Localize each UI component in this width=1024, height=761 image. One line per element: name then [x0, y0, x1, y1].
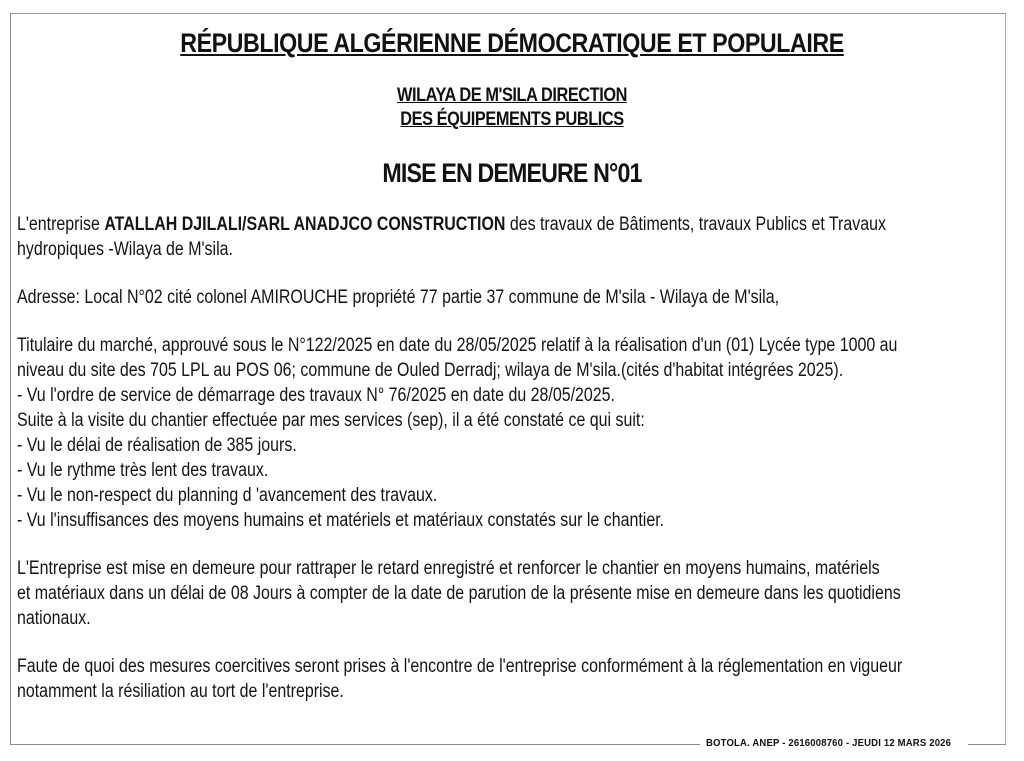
contract-line: - Vu le non-respect du planning d 'avancement des travaux.	[17, 485, 438, 506]
contract-line: - Vu le rythme très lent des travaux.	[17, 460, 269, 481]
sanction-line: notamment la résiliation au tort de l'entreprise.	[17, 681, 344, 702]
company-name: ATALLAH DJILALI/SARL ANADJCO CONSTRUCTION	[104, 214, 506, 235]
notice-title: MISE EN DEMEURE N°01	[382, 158, 642, 188]
contract-line: - Vu le délai de réalisation de 385 jours.	[17, 435, 297, 456]
demand-paragraph	[17, 556, 975, 631]
authority-heading	[72, 84, 953, 132]
company-rest: des travaux de Bâtiments, travaux Publics et Travaux	[505, 214, 886, 235]
country-heading: RÉPUBLIQUE ALGÉRIENNE DÉMOCRATIQUE ET POPULAIRE	[180, 28, 844, 58]
contract-line: Titulaire du marché, approuvé sous le N°122/2025 en date du 28/05/2025 relatif à la réalisation d'un (01) Lycée type 1000 au	[17, 335, 898, 356]
company-line-2: hydropiques -Wilaya de M'sila.	[17, 239, 233, 260]
contract-paragraph	[17, 333, 975, 533]
bottom-rule	[10, 744, 700, 745]
demand-line: L'Entreprise est mise en demeure pour rattraper le retard enregistré et renforcer le chantier en moyens humains, matériels	[17, 558, 880, 579]
contract-line: - Vu l'ordre de service de démarrage des travaux N° 76/2025 en date du 28/05/2025.	[17, 385, 615, 406]
company-paragraph	[17, 212, 975, 262]
contract-line: niveau du site des 705 LPL au POS 06; commune de Ouled Derradj; wilaya de M'sila.(cités d'habitat intégrées 2025).	[17, 360, 844, 381]
demand-line: nationaux.	[17, 608, 91, 629]
authority-line-1: WILAYA DE M'SILA DIRECTION	[397, 85, 627, 106]
sanction-paragraph	[17, 654, 975, 704]
sanction-line: Faute de quoi des mesures coercitives seront prises à l'encontre de l'entreprise conformément à la réglementation en vigueur	[17, 656, 903, 677]
notice-body	[17, 212, 975, 704]
bottom-rule-right	[968, 744, 1006, 745]
publication-footer: BOTOLA. ANEP - 2616008760 - JEUDI 12 MARS 2026	[706, 738, 952, 749]
address-line: Adresse: Local N°02 cité colonel AMIROUCHE propriété 77 partie 37 commune de M'sila - Wilaya de M'sila,	[17, 287, 780, 308]
contract-line: Suite à la visite du chantier effectuée par mes services (sep), il a été constaté ce qui suit:	[17, 410, 645, 431]
address-paragraph	[17, 285, 975, 310]
demand-line: et matériaux dans un délai de 08 Jours à compter de la date de parution de la présente mise en demeure dans les quotidiens	[17, 583, 901, 604]
company-prefix: L'entreprise	[17, 214, 105, 235]
contract-line: - Vu l'insuffisances des moyens humains et matériels et matériaux constatés sur le chantier.	[17, 510, 665, 531]
authority-line-2: DES ÉQUIPEMENTS PUBLICS	[400, 109, 624, 130]
